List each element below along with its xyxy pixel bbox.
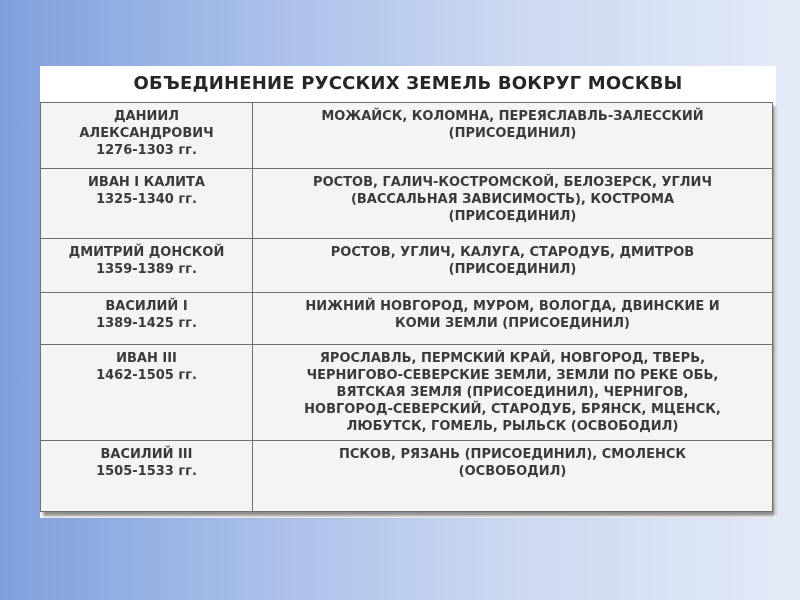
reign-years: 1276-1303 гг. [96, 143, 197, 158]
territory-cell [253, 345, 773, 441]
ruler-name: АЛЕКСАНДРОВИЧ [79, 126, 214, 141]
reign-years: 1359-1389 гг. [96, 262, 197, 277]
ruler-cell [41, 169, 253, 239]
territory-line: МОЖАЙСК, КОЛОМНА, ПЕРЕЯСЛАВЛЬ-ЗАЛЕССКИЙ [321, 109, 704, 124]
ruler-cell [41, 239, 253, 293]
territory-line: (ПРИСОЕДИНИЛ) [448, 126, 577, 141]
territory-line: НОВГОРОД-СЕВЕРСКИЙ, СТАРОДУБ, БРЯНСК, МЦЕНСК, [304, 402, 721, 417]
table-row [41, 293, 773, 345]
territory-line: НИЖНИЙ НОВГОРОД, МУРОМ, ВОЛОГДА, ДВИНСКИЕ И [305, 299, 720, 314]
ruler-cell [41, 441, 253, 512]
territory-line: (ВАССАЛЬНАЯ ЗАВИСИМОСТЬ), КОСТРОМА [350, 192, 675, 207]
reign-years: 1505-1533 гг. [96, 464, 197, 479]
ruler-cell [41, 345, 253, 441]
territory-cell [253, 103, 773, 169]
table-row [41, 239, 773, 293]
table-row [41, 103, 773, 169]
slide-card [40, 66, 776, 518]
territory-line: РОСТОВ, ГАЛИЧ-КОСТРОМСКОЙ, БЕЛОЗЕРСК, УГЛИЧ [313, 175, 712, 190]
territory-line: ВЯТСКАЯ ЗЕМЛЯ (ПРИСОЕДИНИЛ), ЧЕРНИГОВ, [336, 385, 689, 400]
unification-table [40, 102, 773, 512]
ruler-name: ИВАН III [116, 351, 177, 366]
reign-years: 1462-1505 гг. [96, 368, 197, 383]
ruler-name: ДМИТРИЙ ДОНСКОЙ [68, 245, 225, 260]
territory-line: ЯРОСЛАВЛЬ, ПЕРМСКИЙ КРАЙ, НОВГОРОД, ТВЕРЬ, [319, 351, 706, 366]
territory-line: (ПРИСОЕДИНИЛ) [448, 209, 577, 224]
territory-line: РОСТОВ, УГЛИЧ, КАЛУГА, СТАРОДУБ, ДМИТРОВ [330, 245, 695, 260]
slide-title: ОБЪЕДИНЕНИЕ РУССКИХ ЗЕМЕЛЬ ВОКРУГ МОСКВЫ [133, 73, 683, 94]
ruler-name: ВАСИЛИЙ III [100, 447, 193, 462]
reign-years: 1389-1425 гг. [96, 316, 197, 331]
table-row [41, 169, 773, 239]
territory-cell [253, 169, 773, 239]
ruler-cell [41, 293, 253, 345]
table-row [41, 345, 773, 441]
territory-line: КОМИ ЗЕМЛИ (ПРИСОЕДИНИЛ) [395, 316, 630, 331]
territory-cell [253, 239, 773, 293]
territory-line: (ПРИСОЕДИНИЛ) [448, 262, 577, 277]
territory-line: ПСКОВ, РЯЗАНЬ (ПРИСОЕДИНИЛ), СМОЛЕНСК [339, 447, 686, 462]
territory-line: (ОСВОБОДИЛ) [458, 464, 567, 479]
ruler-cell [41, 103, 253, 169]
ruler-name: ИВАН I КАЛИТА [88, 175, 205, 190]
table-frame [40, 102, 772, 512]
territory-line: ЧЕРНИГОВО-СЕВЕРСКИЕ ЗЕМЛИ, ЗЕМЛИ ПО РЕКЕ ОБЬ, [306, 368, 719, 383]
territory-cell [253, 293, 773, 345]
ruler-name: ДАНИИЛ [113, 109, 180, 124]
territory-line: ЛЮБУТСК, ГОМЕЛЬ, РЫЛЬСК (ОСВОБОДИЛ) [346, 419, 679, 434]
reign-years: 1325-1340 гг. [96, 192, 197, 207]
territory-cell [253, 441, 773, 512]
table-row [41, 441, 773, 512]
ruler-name: ВАСИЛИЙ I [105, 299, 188, 314]
